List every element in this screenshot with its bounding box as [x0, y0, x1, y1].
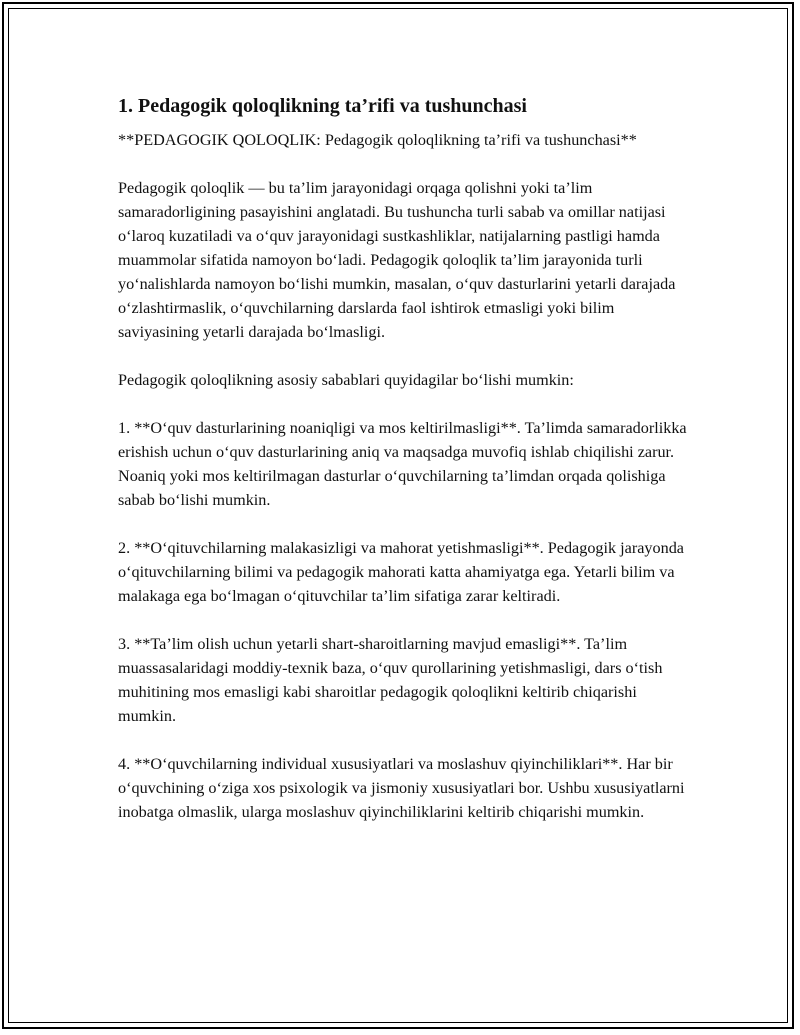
cause-item-4: 4. **O‘quvchilarning individual xususiyatlari va moslashuv qiyinchiliklari**. Har bir o‘quvchining o‘ziga xos psixologik va jismoniy xususiyatlari bor. Ushbu xususiyatlarni inobatga olmaslik, ularga moslashuv qiyinchiliklarini keltirib chiqarishi mumkin.	[118, 755, 685, 821]
cause-item-2: 2. **O‘qituvchilarning malakasizligi va mahorat yetishmasligi**. Pedagogik jarayonda o‘qituvchilarning bilimi va pedagogik mahorati katta ahamiyatga ega. Yetarli bilim va malakaga ega bo‘lmagan o‘qituvchilar ta’lim sifatiga zarar keltiradi.	[118, 539, 684, 605]
intro-title-paragraph: **PEDAGOGIK QOLOQLIK: Pedagogik qoloqlikning ta’rifi va tushunchasi**	[118, 131, 637, 149]
document-body	[118, 93, 693, 848]
cause-item-1: 1. **O‘quv dasturlarining noaniqligi va mos keltirilmasligi**. Ta’limda samaradorlikka erishish uchun o‘quv dasturlarining aniq va maqsadga muvofiq ishlab chiqilishi zarur. Noaniq yoki mos keltirilmagan dasturlar o‘quvchilarning ta’limdan orqada qolishiga sabab bo‘lishi mumkin.	[118, 419, 687, 509]
cause-item-3: 3. **Ta’lim olish uchun yetarli shart-sharoitlarning mavjud emasligi**. Ta’lim muassasalaridagi moddiy-texnik baza, o‘quv qurollarining yetishmasligi, dars o‘tish muhitining mos emasligi kabi sharoitlar pedagogik qoloqlikni keltirib chiqarishi mumkin.	[118, 635, 663, 725]
definition-paragraph: Pedagogik qoloqlik — bu ta’lim jarayonidagi orqaga qolishni yoki ta’lim samaradorligining pasayishini anglatadi. Bu tushuncha turli sabab va omillar natijasi o‘laroq kuzatiladi va o‘quv jarayonidagi sustkashliklar, natijalarning pastligi hamda muammolar sifatida namoyon bo‘ladi. Pedagogik qoloqlik ta’lim jarayonida turli yo‘nalishlarda namoyon bo‘lishi mumkin, masalan, o‘quv dasturlarini yetarli darajada o‘zlashtirmaslik, o‘quvchilarning darslarda faol ishtirok etmasligi yoki bilim saviyasining yetarli darajada bo‘lmasligi.	[118, 179, 676, 341]
causes-intro-paragraph: Pedagogik qoloqlikning asosiy sabablari quyidagilar bo‘lishi mumkin:	[118, 371, 574, 389]
document-heading: 1. Pedagogik qoloqlikning ta’rifi va tushunchasi	[118, 95, 527, 117]
